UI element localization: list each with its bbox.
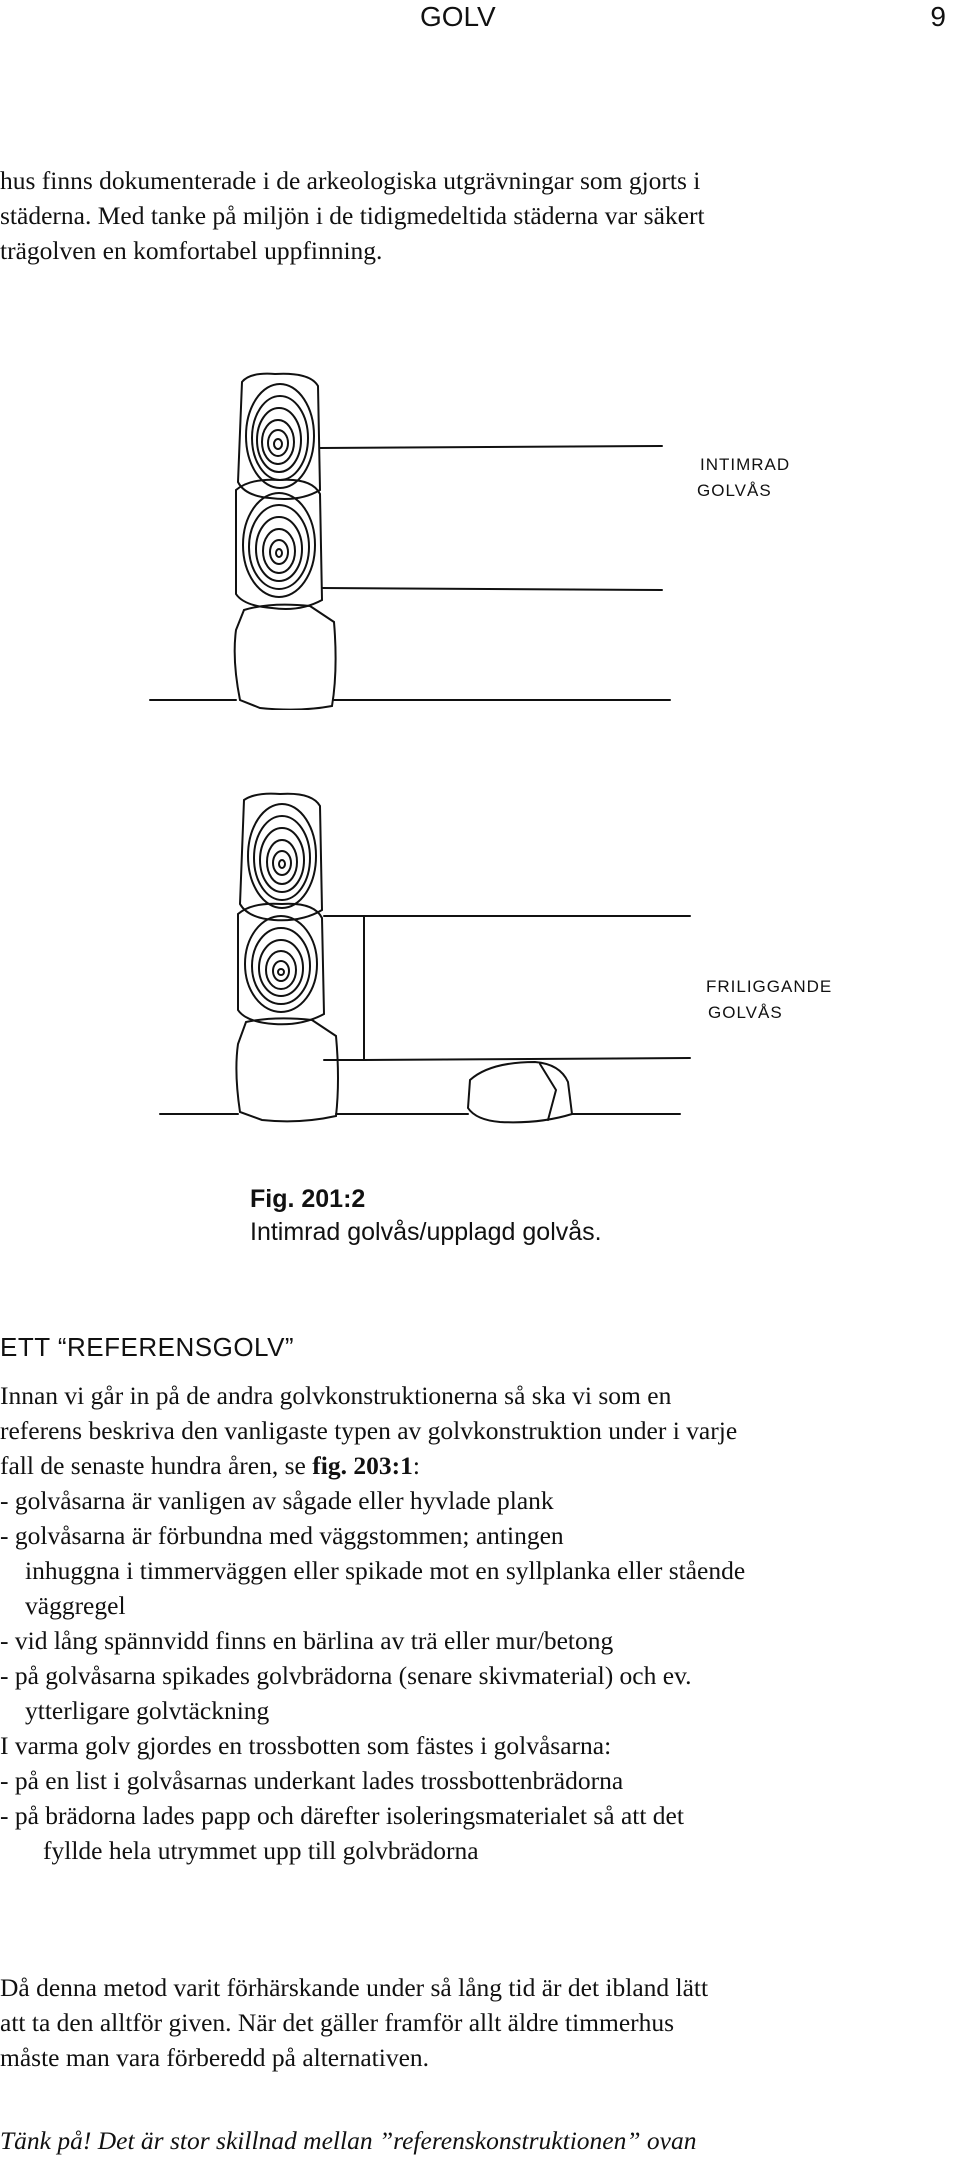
note-line: Tänk på! Det är stor skillnad mellan ”referenskonstruktionen” ovan xyxy=(0,2126,697,2155)
intro-paragraph xyxy=(0,163,950,268)
list-item: - vid lång spännvidd finns en bärlina av trä eller mur/betong xyxy=(0,1626,614,1655)
label-intimrad: INTIMRAD xyxy=(700,455,791,474)
list-item: - på brädorna lades papp och därefter isoleringsmaterialet så att det xyxy=(0,1801,684,1830)
running-header-title: GOLV xyxy=(420,1,496,32)
figure-friliggande-golvas xyxy=(0,790,960,1130)
body-line-with-reference xyxy=(0,1448,955,1483)
list-item-continuation: fyllde hela utrymmet upp till golvbrädorna xyxy=(43,1836,479,1865)
ring-group-middle-2 xyxy=(245,916,317,1012)
ring-group-upper xyxy=(246,384,314,488)
list-item: - golvåsarna är vanligen av sågade eller hyvlade plank xyxy=(0,1486,554,1515)
label-friliggande: FRILIGGANDE xyxy=(706,977,833,996)
body-line: I varma golv gjordes en trossbotten som fästes i golvåsarna: xyxy=(0,1731,612,1760)
page-number: 9 xyxy=(930,1,946,32)
figure-reference: fig. 203:1 xyxy=(312,1451,413,1480)
figure-caption-text: Intimrad golvås/upplagd golvås. xyxy=(250,1218,602,1246)
body-line: referens beskriva den vanligaste typen av golvkonstruktion under i varje xyxy=(0,1416,738,1445)
list-item: - golvåsarna är förbundna med väggstommen; antingen xyxy=(0,1521,564,1550)
label-golvas-bottom: GOLVÅS xyxy=(708,1003,783,1022)
figure-number: Fig. 201:2 xyxy=(250,1185,366,1213)
list-item: - på en list i golvåsarnas underkant lades trossbottenbrädorna xyxy=(0,1766,624,1795)
intro-line: trägolven en komfortabel uppfinning. xyxy=(0,236,383,265)
closing-paragraph xyxy=(0,1970,708,2075)
ring-group-middle xyxy=(243,493,315,597)
body-text: fall de senaste hundra åren, se xyxy=(0,1451,313,1480)
list-item: - på golvåsarna spikades golvbrädorna (senare skivmaterial) och ev. xyxy=(0,1661,692,1690)
figure-caption xyxy=(250,1183,602,1249)
closing-line: Då denna metod varit förhärskande under så lång tid är det ibland lätt xyxy=(0,1973,709,2002)
section-body xyxy=(0,1378,955,1868)
ring-group-upper-2 xyxy=(248,804,316,908)
intro-line: städerna. Med tanke på miljön i de tidigmedeltida städerna var säkert xyxy=(0,201,705,230)
closing-line: att ta den alltför given. När det gäller framför allt äldre timmerhus xyxy=(0,2008,675,2037)
section-heading: ETT “REFERENSGOLV” xyxy=(0,1332,295,1362)
closing-line: måste man vara förberedd på alternativen. xyxy=(0,2043,430,2072)
body-line: Innan vi går in på de andra golvkonstruktionerna så ska vi som en xyxy=(0,1381,672,1410)
label-golvas-top: GOLVÅS xyxy=(697,481,772,500)
figure-intimrad-golvas xyxy=(0,370,960,710)
intro-line: hus finns dokumenterade i de arkeologiska utgrävningar som gjorts i xyxy=(0,166,701,195)
list-item-continuation: inhuggna i timmerväggen eller spikade mot en syllplanka eller stående xyxy=(25,1556,746,1585)
list-item-continuation: väggregel xyxy=(25,1591,126,1620)
body-text: : xyxy=(412,1451,420,1480)
list-item-continuation: ytterligare golvtäckning xyxy=(25,1696,270,1725)
